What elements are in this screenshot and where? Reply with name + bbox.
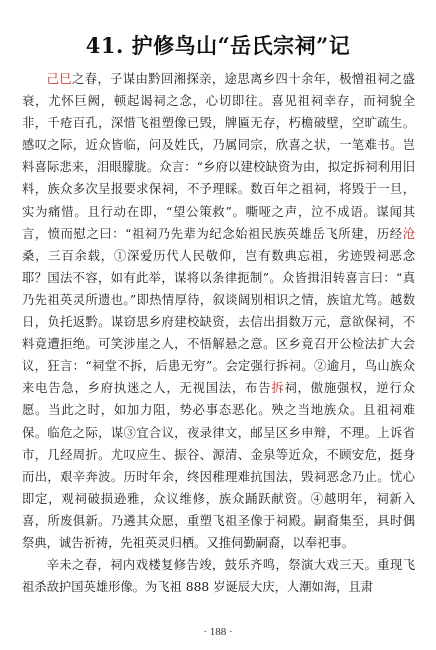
paragraph-1 (22, 68, 415, 554)
page-title: 41. 护修鸟山“岳氏宗祠”记 (85, 33, 351, 58)
highlighted-lead-word: 己巳 (46, 72, 73, 86)
paragraph-2: 辛未之春，祠内戏楼复修告竣，鼓乐齐鸣，祭演大戏三天。重现飞祖杀敌护国英雄形像。为飞祖 888 岁诞辰大庆，人潮如海，且肃 (22, 558, 415, 595)
paragraph-1-text-a: 之春，子谋由黔回湘探亲，途思离乡四十余年，极憎祖祠之盛衰，尤怀巨阙，顿起谒祠之念，心切即往。喜见祖祠幸存，而祠貌全非，千疮百孔，深惜飞祖塑像已毁，牌匾无存，朽檐破壁，空旷疏生。感叹之际，近众皆临，问及姓氏，乃属同宗，欣喜之状，一笔难书。岂料喜际悲来，泪眼朦胧。众言：“乡府以建校缺资为由，拟定拆祠利用旧料，族众多次呈报要求保祠，不予理睬。数百年之祖祠，将毁于一旦，实为痛惜。且行动在即，“望公策救”。嘶哑之声，泣不成语。谋闻其言，愤而慰之曰：“祖祠乃先辈为纪念始祖民族英雄岳飞所建，历经 (22, 72, 415, 241)
paragraph-1-text-c: 祠，傲施强权，逆行众愿。当此之时，如加力阻，势必事态恶化。殃之当地族众。且祖祠难保。临危之际，谋③宜合议，夜录律文，邮呈区乡申辩，不理。上诉省市，几经周折。尤叹应生、振谷、源清、金泉等近众，不顾安危，挺身而出，艰辛奔波。历时年余，终因稚理难抗国法，毁祠恶念乃止。忧心即定，观祠破损逊雅，众议维修，族众踊跃献资。④越明年，祠新入喜，所废俱新。乃遴其众愿，重塑飞祖圣像于祠殿。嗣裔集至，具时偶祭典，诚告祈祷，先祖英灵归栖。又推伺勤嗣裔，以奉祀事。 (22, 381, 415, 550)
highlighted-word: 沧 (402, 226, 415, 241)
page-number: · 188 · (203, 626, 233, 638)
highlighted-word-2: 拆 (271, 381, 285, 396)
paragraph-1-text-b: 桑，三百余载，①深爱历代人民敬仰，岂有数典忘祖，劣迹毁祠恶念耶？国法不容，如有此举，谋将以条律扼制”。众皆揖泪转喜言曰：“真乃先祖英灵所遗也。”即热情厚待，叙谈阔别相识之情，族谊尤笃。越数日，负托返黔。谋窃思乡府建校缺资，去信出捐数万元，意欲保祠，不料竟遭拒绝。可笑涉崖之人，不悟解悬之意。区乡竟召开公检法扩大会议，狂言：“祠堂不拆，后患无穷”。会定强行拆祠。②逾月，鸟山族众来电告急，乡府执迷之人，无视国法，布告 (22, 248, 415, 396)
body-text (22, 68, 415, 598)
